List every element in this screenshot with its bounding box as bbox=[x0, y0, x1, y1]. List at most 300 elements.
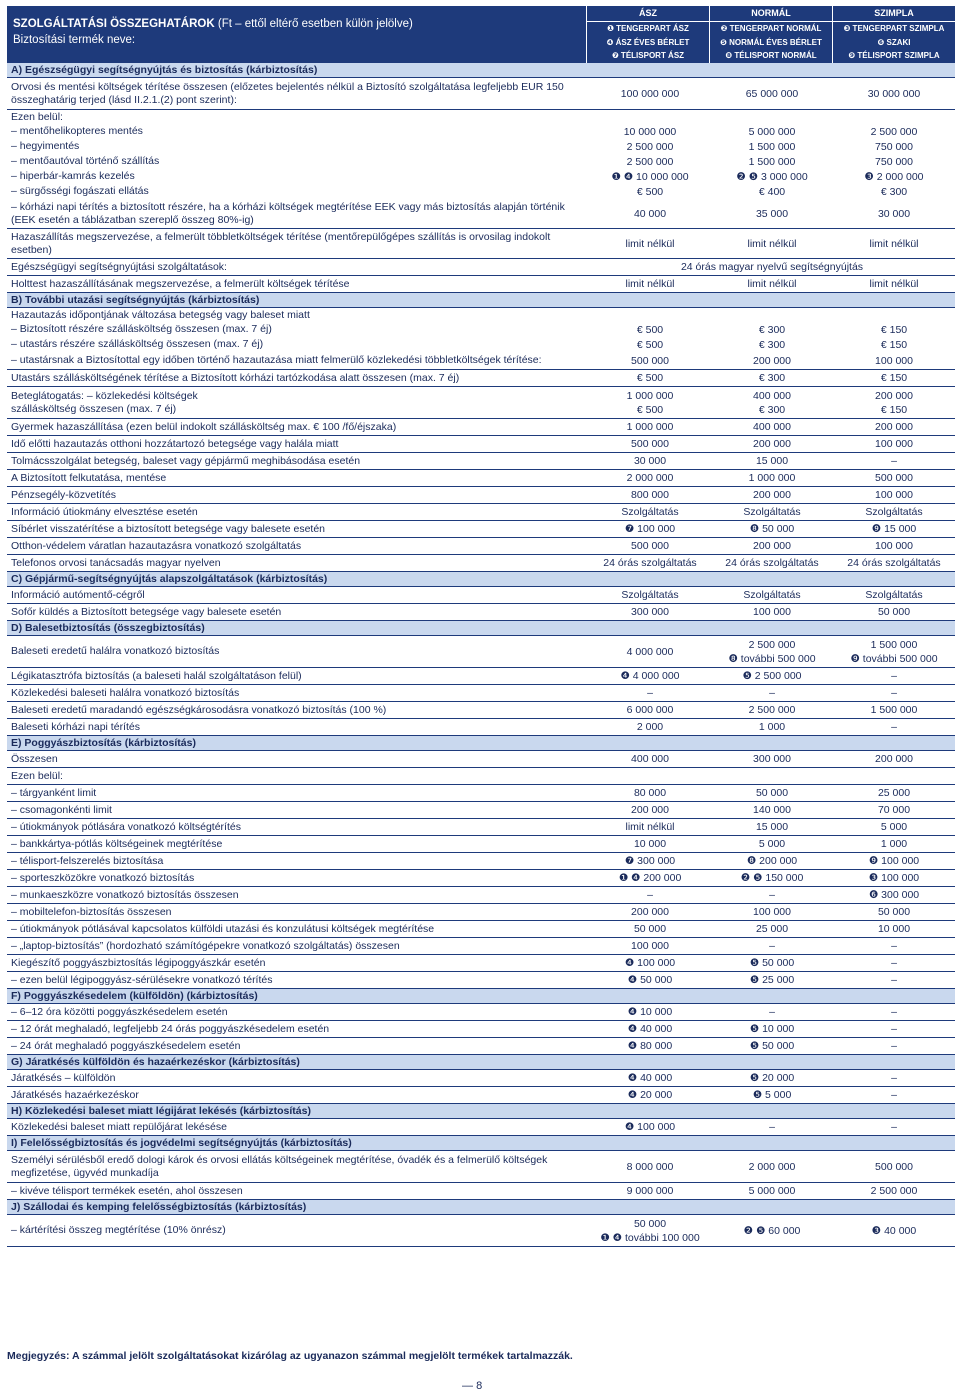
value-cell: 5 000 bbox=[758, 838, 786, 850]
value-cell: limit nélkül bbox=[747, 278, 797, 290]
value-cell: 100 000 bbox=[875, 354, 913, 367]
row-label: Hazaszállítás megszervezése, a felmerült többletköltségek térítése (mentőrepülőgépes szállítás is orvosilag indokolt esetben) bbox=[11, 230, 551, 256]
plan-name: ❽ TÉLISPORT NORMÁL bbox=[725, 51, 817, 60]
table-row bbox=[7, 78, 955, 110]
value-cell: ❸ 2 000 000 bbox=[864, 170, 924, 183]
value-cell: ❷ ❺ 150 000 bbox=[740, 872, 804, 884]
value-cell: € 150 bbox=[880, 338, 908, 351]
table-row bbox=[7, 1070, 955, 1087]
value-cell: 2 500 000 bbox=[748, 704, 796, 716]
value-cell: – bbox=[769, 940, 775, 952]
table-row bbox=[7, 419, 955, 436]
row-label: Közlekedési baleset miatt repülőjárat lekésése bbox=[11, 1120, 227, 1133]
value-cell: – bbox=[769, 889, 775, 901]
value-cell: – bbox=[891, 1006, 897, 1018]
row-label: Tolmácsszolgálat betegség, baleset vagy gépjármű meghibásodása esetén bbox=[11, 454, 361, 467]
value-cell: Szolgáltatás bbox=[865, 506, 923, 518]
row-label: Orvosi és mentési költségek térítése összesen (előzetes bejelentés nélkül a Biztosító szolgáltatása legfeljebb EUR 150 összeghatárig terjed (lásd II.2.1.(2) pont szerint): bbox=[11, 80, 564, 106]
table-row bbox=[7, 470, 955, 487]
row-label: – kivéve télisport termékek esetén, ahol összesen bbox=[11, 1184, 243, 1197]
table-row bbox=[7, 436, 955, 453]
value-cell: 1 000 bbox=[880, 838, 908, 850]
header-title-suffix: (Ft – ettől eltérő esetben külön jelölve) bbox=[214, 18, 413, 30]
value-cell: 24 órás szolgáltatás bbox=[603, 557, 697, 569]
value-cell: 200 000 bbox=[875, 421, 913, 433]
row-label: – bankkártya-pótlás költségeinek megtérítése bbox=[11, 837, 223, 850]
value-cell: limit nélkül bbox=[869, 237, 919, 250]
value-cell: 1 500 000 ❾ további 500 000 bbox=[850, 638, 938, 665]
value-cell: € 500 bbox=[636, 372, 664, 384]
header-title: SZOLGÁLTATÁSI ÖSSZEGHATÁROK bbox=[13, 18, 215, 30]
row-label: A) Egészségügyi segítségnyújtás és biztosítás (kárbiztosítás) bbox=[11, 63, 318, 76]
value-cell: – bbox=[891, 974, 897, 986]
footnote: Megjegyzés: A számmal jelölt szolgáltatásokat kizárólag az ugyanazon számmal megjelölt termékek tartalmazzák. bbox=[7, 1350, 573, 1362]
table-row bbox=[7, 154, 955, 169]
value-cell: ❾ 15 000 bbox=[871, 523, 917, 535]
value-cell: 200 000 bbox=[753, 489, 791, 501]
table-row bbox=[7, 259, 955, 276]
row-label: Információ útiokmány elvesztése esetén bbox=[11, 505, 198, 518]
value-cell: ❹ 40 000 bbox=[627, 1072, 673, 1084]
section-header bbox=[7, 989, 955, 1004]
value-cell: 400 000 € 300 bbox=[753, 389, 791, 416]
table-row bbox=[7, 453, 955, 470]
row-label: – 12 órát meghaladó, legfeljebb 24 órás poggyászkésedelem esetén bbox=[11, 1022, 330, 1035]
value-cell: Szolgáltatás bbox=[621, 589, 679, 601]
value-cell: 1 000 bbox=[758, 721, 786, 733]
value-cell: 50 000 bbox=[877, 606, 911, 618]
value-cell: ❹ 4 000 000 bbox=[620, 670, 680, 682]
plan-name: ❼ TÉLISPORT ÁSZ bbox=[611, 51, 685, 60]
section-header bbox=[7, 572, 955, 587]
table-row bbox=[7, 1038, 955, 1055]
row-label: Gyermek hazaszállítása (ezen belül indokolt szállásköltség max. € 100 /fő/éjszaka) bbox=[11, 420, 397, 433]
value-cell: – bbox=[647, 889, 653, 901]
value-cell: – bbox=[647, 687, 653, 699]
product-label: Biztosítási termék neve: bbox=[13, 34, 136, 46]
row-label: – sürgősségi fogászati ellátás bbox=[11, 185, 149, 197]
row-label: – 6–12 óra közötti poggyászkésedelem esetén bbox=[11, 1005, 228, 1018]
value-cell: 2 500 000 bbox=[626, 140, 674, 153]
section-header bbox=[7, 293, 955, 308]
value-cell: 140 000 bbox=[753, 804, 791, 816]
header-column-ász bbox=[586, 6, 709, 63]
section-header bbox=[7, 1136, 955, 1151]
table-row bbox=[7, 819, 955, 836]
value-cell: 200 000 bbox=[753, 354, 791, 367]
value-cell: 25 000 bbox=[755, 923, 789, 935]
row-label: Holttest hazaszállításának megszervezése, a felmerült költségek térítése bbox=[11, 277, 350, 290]
value-cell: ❹ 10 000 bbox=[627, 1006, 673, 1018]
value-cell: 100 000 bbox=[631, 940, 669, 952]
value-cell: 4 000 000 bbox=[626, 645, 674, 658]
table-row bbox=[7, 887, 955, 904]
value-cell: 50 000 ❶ ❹ további 100 000 bbox=[600, 1217, 700, 1244]
value-cell: 400 000 bbox=[631, 753, 669, 765]
row-label: Beteglátogatás: – közlekedési költségek szállásköltség összesen (max. 7 éj) bbox=[11, 389, 198, 415]
value-cell: 9 000 000 bbox=[626, 1185, 674, 1197]
value-cell: 1 000 000 bbox=[626, 421, 674, 433]
page-number: — 8 bbox=[462, 1380, 483, 1392]
value-cell: 500 000 bbox=[631, 438, 669, 450]
value-cell: ❼ 300 000 bbox=[624, 855, 676, 867]
section-header bbox=[7, 1104, 955, 1119]
value-cell: – bbox=[891, 721, 897, 733]
row-label: – utastársnak a Biztosítottal egy időben történő hazautazása miatt felmerülő közlekedési többletköltségek térítése: bbox=[11, 354, 542, 366]
benefit-table bbox=[7, 6, 955, 1247]
value-cell: 100 000 bbox=[875, 540, 913, 552]
value-cell: 2 500 000 ❽ további 500 000 bbox=[728, 638, 816, 665]
plan-name: ❸ TENGERPART SZIMPLA bbox=[843, 24, 945, 33]
value-cell: 750 000 bbox=[875, 140, 913, 153]
table-row bbox=[7, 1215, 955, 1247]
value-cell: 300 000 bbox=[753, 753, 791, 765]
row-label: – csomagonkénti limit bbox=[11, 803, 112, 816]
value-cell: ❻ 300 000 bbox=[868, 889, 920, 901]
header-column-szimpla bbox=[832, 6, 955, 63]
value-cell: 1 000 000 bbox=[748, 472, 796, 484]
value-cell: 50 000 bbox=[877, 906, 911, 918]
table-row bbox=[7, 719, 955, 736]
value-cell: 40 000 bbox=[633, 207, 667, 220]
row-label: H) Közlekedési baleset miatt légijárat lekésés (kárbiztosítás) bbox=[11, 1104, 311, 1117]
row-label: I) Felelősségbiztosítás és jogvédelmi segítségnyújtás (kárbiztosítás) bbox=[11, 1136, 352, 1149]
plan-name: ❶ TENGERPART ÁSZ bbox=[607, 24, 689, 33]
value-cell: € 300 bbox=[880, 185, 908, 198]
row-label: Légikatasztrófa biztosítás (a baleseti halál szolgáltatáson felül) bbox=[11, 669, 302, 682]
value-cell: € 150 bbox=[880, 323, 908, 336]
value-cell: 5 000 000 bbox=[748, 125, 796, 138]
row-label: – kártérítési összeg megtérítése (10% önrész) bbox=[11, 1224, 226, 1236]
value-cell: 500 000 bbox=[631, 540, 669, 552]
table-row bbox=[7, 802, 955, 819]
value-cell: – bbox=[891, 1023, 897, 1035]
value-cell: 24 órás szolgáltatás bbox=[725, 557, 819, 569]
value-cell: ❹ 50 000 bbox=[627, 974, 673, 986]
value-cell: ❹ 100 000 bbox=[624, 1121, 676, 1133]
value-cell: 2 000 bbox=[636, 721, 664, 733]
value-cell: 400 000 bbox=[753, 421, 791, 433]
table-row bbox=[7, 199, 955, 229]
value-cell: € 300 bbox=[758, 323, 786, 336]
value-cell: 50 000 bbox=[755, 787, 789, 799]
row-label: Telefonos orvosi tanácsadás magyar nyelven bbox=[11, 556, 221, 569]
table-row bbox=[7, 276, 955, 293]
table-row bbox=[7, 972, 955, 989]
row-label: E) Poggyászbiztosítás (kárbiztosítás) bbox=[11, 736, 196, 749]
value-cell: ❹ 20 000 bbox=[627, 1089, 673, 1101]
row-label: – ezen belül légipoggyász-sérülésekre vonatkozó térítés bbox=[11, 973, 273, 986]
plan-name: ❺ NORMÁL ÉVES BÉRLET bbox=[720, 37, 822, 47]
value-cell: 200 000 bbox=[631, 804, 669, 816]
value-cell: 1 500 000 bbox=[870, 704, 918, 716]
plan-name: ❻ SZAKI bbox=[877, 37, 911, 47]
row-label: Személyi sérülésből eredő dologi károk és orvosi ellátás költségeinek megtérítése, óvadék és a felmerülő költségek megfizetése, ügyvéd munkadíja bbox=[11, 1153, 548, 1179]
page-number-value: 8 bbox=[476, 1380, 483, 1392]
value-cell: ❸ 40 000 bbox=[871, 1224, 917, 1237]
value-cell: 200 000 € 150 bbox=[875, 389, 913, 416]
value-cell: 100 000 bbox=[753, 606, 791, 618]
value-cell: 500 000 bbox=[631, 354, 669, 367]
table-row bbox=[7, 904, 955, 921]
value-cell: – bbox=[891, 687, 897, 699]
column-name: ÁSZ bbox=[587, 6, 709, 22]
value-cell: ❶ ❹ 10 000 000 bbox=[611, 170, 689, 183]
row-label: A Biztosított felkutatása, mentése bbox=[11, 471, 167, 484]
row-label: Baleseti kórházi napi térítés bbox=[11, 720, 140, 733]
row-label: Síbérlet visszatérítése a biztosított betegsége vagy balesete esetén bbox=[11, 522, 326, 535]
row-label: – mobiltelefon-biztosítás összesen bbox=[11, 905, 172, 918]
value-cell: 50 000 bbox=[633, 923, 667, 935]
row-label: – tárgyanként limit bbox=[11, 786, 97, 799]
value-cell: ❸ 100 000 bbox=[868, 872, 920, 884]
value-cell: ❶ ❹ 200 000 bbox=[618, 872, 682, 884]
value-cell: 1 500 000 bbox=[748, 155, 796, 168]
value-cell: € 300 bbox=[758, 338, 786, 351]
value-cell: – bbox=[891, 1121, 897, 1133]
value-cell: – bbox=[891, 1072, 897, 1084]
value-cell: – bbox=[891, 1089, 897, 1101]
value-cell: 750 000 bbox=[875, 155, 913, 168]
plan-name: ❷ TENGERPART NORMÁL bbox=[720, 24, 822, 33]
table-header bbox=[7, 6, 955, 63]
table-row bbox=[7, 308, 955, 322]
section-header bbox=[7, 736, 955, 751]
value-cell: 5 000 bbox=[880, 821, 908, 833]
value-cell: limit nélkül bbox=[625, 821, 675, 833]
row-label: Sofőr küldés a Biztosított betegsége vagy balesete esetén bbox=[11, 605, 282, 618]
header-column-normál bbox=[709, 6, 832, 63]
row-label: Utastárs szállásköltségének térítése a Biztosított kórházi tartózkodása alatt összesen (max. 7 éj) bbox=[11, 371, 460, 384]
value-cell: 100 000 bbox=[753, 906, 791, 918]
row-label: – útiokmányok pótlására vonatkozó költségtérítés bbox=[11, 820, 241, 833]
row-label: Közlekedési baleseti halálra vonatkozó biztosítás bbox=[11, 686, 240, 699]
value-cell: ❹ 40 000 bbox=[627, 1023, 673, 1035]
value-cell: – bbox=[769, 1006, 775, 1018]
value-cell: 5 000 000 bbox=[748, 1185, 796, 1197]
table-row bbox=[7, 139, 955, 154]
value-cell: 6 000 000 bbox=[626, 704, 674, 716]
table-row bbox=[7, 785, 955, 802]
value-cell: ❹ 80 000 bbox=[627, 1040, 673, 1052]
row-label: G) Járatkésés külföldön és hazaérkezéskor (kárbiztosítás) bbox=[11, 1055, 300, 1068]
value-cell: € 400 bbox=[758, 185, 786, 198]
value-cell: 8 000 000 bbox=[626, 1160, 674, 1173]
row-label: Járatkésés – külföldön bbox=[11, 1071, 116, 1084]
table-row bbox=[7, 1004, 955, 1021]
value-cell: 200 000 bbox=[753, 540, 791, 552]
value-cell: 24 órás szolgáltatás bbox=[847, 557, 941, 569]
value-cell: 80 000 bbox=[633, 787, 667, 799]
row-label: F) Poggyászkésedelem (külföldön) (kárbiztosítás) bbox=[11, 989, 258, 1002]
table-row bbox=[7, 110, 955, 124]
row-label: – 24 órát meghaladó poggyászkésedelem esetén bbox=[11, 1039, 241, 1052]
plan-name: ❹ ÁSZ ÉVES BÉRLET bbox=[606, 37, 690, 47]
value-cell: 500 000 bbox=[875, 1160, 913, 1173]
value-cell: € 300 bbox=[758, 372, 786, 384]
value-cell: 30 000 bbox=[877, 207, 911, 220]
value-cell: ❺ 50 000 bbox=[749, 1040, 795, 1052]
row-label: J) Szállodai és kemping felelősségbiztosítás (kárbiztosítás) bbox=[11, 1200, 307, 1213]
value-cell: 25 000 bbox=[877, 787, 911, 799]
value-cell: ❽ 50 000 bbox=[749, 523, 795, 535]
row-label: Összesen bbox=[11, 752, 58, 765]
value-cell: 35 000 bbox=[755, 207, 789, 220]
table-row bbox=[7, 169, 955, 184]
value-cell: 100 000 000 bbox=[620, 87, 680, 100]
value-cell: – bbox=[769, 1121, 775, 1133]
table-row bbox=[7, 604, 955, 621]
value-cell: 15 000 bbox=[755, 455, 789, 467]
table-row bbox=[7, 184, 955, 199]
row-label: Otthon-védelem váratlan hazautazásra vonatkozó szolgáltatás bbox=[11, 539, 302, 552]
value-cell: 100 000 bbox=[875, 438, 913, 450]
row-label: D) Balesetbiztosítás (összegbiztosítás) bbox=[11, 621, 205, 634]
table-row bbox=[7, 1087, 955, 1104]
table-row bbox=[7, 955, 955, 972]
row-label: Ezen belül: bbox=[11, 769, 63, 782]
table-row bbox=[7, 521, 955, 538]
value-cell: 200 000 bbox=[753, 438, 791, 450]
value-cell: 10 000 000 bbox=[623, 125, 677, 138]
row-label: Egészségügyi segítségnyújtási szolgáltatások: bbox=[11, 260, 227, 273]
section-header bbox=[7, 621, 955, 636]
table-row bbox=[7, 1119, 955, 1136]
value-cell: – bbox=[891, 670, 897, 682]
value-cell: – bbox=[891, 1040, 897, 1052]
table-row bbox=[7, 352, 955, 370]
value-cell: 2 000 000 bbox=[626, 472, 674, 484]
value-cell: € 500 bbox=[636, 185, 664, 198]
value-cell: – bbox=[769, 687, 775, 699]
row-label: – „laptop-biztosítás” (hordozható számítógépekre vonatkozó szolgáltatás) összesen bbox=[11, 939, 400, 952]
header-title-block bbox=[7, 6, 586, 63]
value-cell: 500 000 bbox=[875, 472, 913, 484]
value-cell: 1 000 000 € 500 bbox=[626, 389, 674, 416]
value-cell: 65 000 000 bbox=[745, 87, 799, 100]
value-cell: 24 órás magyar nyelvű segítségnyújtás bbox=[680, 261, 864, 273]
value-cell: 30 000 000 bbox=[867, 87, 921, 100]
value-cell: 30 000 bbox=[633, 455, 667, 467]
value-cell: limit nélkül bbox=[625, 278, 675, 290]
value-cell: – bbox=[891, 957, 897, 969]
row-label: Kiegészítő poggyászbiztosítás légipoggyászkár esetén bbox=[11, 956, 266, 969]
row-label: Idő előtti hazautazás otthoni hozzátartozó betegsége vagy halála miatt bbox=[11, 437, 339, 450]
row-label: Ezen belül: bbox=[11, 110, 63, 123]
row-label: – kórházi napi térítés a biztosított részére, ha a kórházi költségek megtérítése EEK vagy más biztosítás alapján történik (EEK esetén a táblázatban szereplő összeg 80%-ig) bbox=[11, 200, 565, 226]
value-cell: limit nélkül bbox=[625, 237, 675, 250]
value-cell: 15 000 bbox=[755, 821, 789, 833]
value-cell: 1 500 000 bbox=[748, 140, 796, 153]
value-cell: ❺ 2 500 000 bbox=[742, 670, 802, 682]
row-label: – munkaeszközre vonatkozó biztosítás összesen bbox=[11, 888, 239, 901]
table-row bbox=[7, 322, 955, 337]
table-row bbox=[7, 1183, 955, 1200]
table-row bbox=[7, 870, 955, 887]
value-cell: 2 500 000 bbox=[870, 1185, 918, 1197]
row-label: – hegyimentés bbox=[11, 140, 80, 152]
value-cell: ❹ 100 000 bbox=[624, 957, 676, 969]
table-row bbox=[7, 1021, 955, 1038]
value-cell: 200 000 bbox=[875, 753, 913, 765]
value-cell: ❺ 10 000 bbox=[749, 1023, 795, 1035]
value-cell: – bbox=[891, 940, 897, 952]
table-row bbox=[7, 1151, 955, 1183]
table-row bbox=[7, 387, 955, 419]
value-cell: 800 000 bbox=[631, 489, 669, 501]
table-row bbox=[7, 337, 955, 352]
row-label: – útiokmányok pótlásával kapcsolatos külföldi utazási és konzulátusi költségek megtérítése bbox=[11, 922, 435, 935]
table-row bbox=[7, 587, 955, 604]
row-label: Hazautazás időpontjának változása betegség vagy baleset miatt bbox=[11, 308, 310, 321]
table-row bbox=[7, 504, 955, 521]
value-cell: 70 000 bbox=[877, 804, 911, 816]
table-row bbox=[7, 668, 955, 685]
table-row bbox=[7, 921, 955, 938]
table-row bbox=[7, 768, 955, 785]
table-row bbox=[7, 836, 955, 853]
value-cell: ❷ ❺ 3 000 000 bbox=[736, 170, 808, 183]
value-cell: € 500 bbox=[636, 338, 664, 351]
value-cell: € 150 bbox=[880, 372, 908, 384]
value-cell: 10 000 bbox=[877, 923, 911, 935]
value-cell: ❾ 100 000 bbox=[868, 855, 920, 867]
row-label: – mentőhelikopteres mentés bbox=[11, 125, 143, 137]
row-label: – hiperbár-kamrás kezelés bbox=[11, 170, 135, 182]
table-row bbox=[7, 555, 955, 572]
section-header bbox=[7, 1200, 955, 1215]
table-row bbox=[7, 124, 955, 139]
value-cell: ❺ 50 000 bbox=[749, 957, 795, 969]
row-label: – sporteszközökre vonatkozó biztosítás bbox=[11, 871, 195, 884]
value-cell: Szolgáltatás bbox=[865, 589, 923, 601]
value-cell: – bbox=[891, 455, 897, 467]
value-cell: ❺ 5 000 bbox=[752, 1089, 792, 1101]
table-row bbox=[7, 938, 955, 955]
value-cell: ❷ ❺ 60 000 bbox=[743, 1224, 801, 1237]
value-cell: 200 000 bbox=[631, 906, 669, 918]
table-row bbox=[7, 751, 955, 768]
value-cell: ❼ 100 000 bbox=[624, 523, 676, 535]
row-label: Pénzsegély-közvetítés bbox=[11, 488, 117, 501]
value-cell: 2 000 000 bbox=[748, 1160, 796, 1173]
column-name: SZIMPLA bbox=[833, 6, 955, 22]
value-cell: ❺ 25 000 bbox=[749, 974, 795, 986]
value-cell: 100 000 bbox=[875, 489, 913, 501]
value-cell: 10 000 bbox=[633, 838, 667, 850]
row-label: – utastárs részére szállásköltség összesen (max. 7 éj) bbox=[11, 338, 264, 350]
value-cell: Szolgáltatás bbox=[621, 506, 679, 518]
table-row bbox=[7, 685, 955, 702]
table-row bbox=[7, 853, 955, 870]
row-label: – télisport-felszerelés biztosítása bbox=[11, 854, 164, 867]
value-cell: ❺ 20 000 bbox=[749, 1072, 795, 1084]
value-cell: 2 500 000 bbox=[626, 155, 674, 168]
value-cell: Szolgáltatás bbox=[743, 589, 801, 601]
section-header bbox=[7, 1055, 955, 1070]
plan-name: ❾ TÉLISPORT SZIMPLA bbox=[848, 51, 940, 60]
row-label: B) További utazási segítségnyújtás (kárbiztosítás) bbox=[11, 293, 260, 306]
row-label: Baleseti eredetű halálra vonatkozó biztosítás bbox=[11, 645, 220, 657]
value-cell: limit nélkül bbox=[869, 278, 919, 290]
table-row bbox=[7, 702, 955, 719]
row-label: C) Gépjármű-segítségnyújtás alapszolgáltatások (kárbiztosítás) bbox=[11, 572, 328, 585]
table-row bbox=[7, 538, 955, 555]
row-label: Baleseti eredetű maradandó egészségkárosodásra vonatkozó biztosítás (100 %) bbox=[11, 703, 387, 716]
table-row bbox=[7, 487, 955, 504]
value-cell: 2 500 000 bbox=[870, 125, 918, 138]
row-label: – Biztosított részére szállásköltség összesen (max. 7 éj) bbox=[11, 323, 272, 335]
